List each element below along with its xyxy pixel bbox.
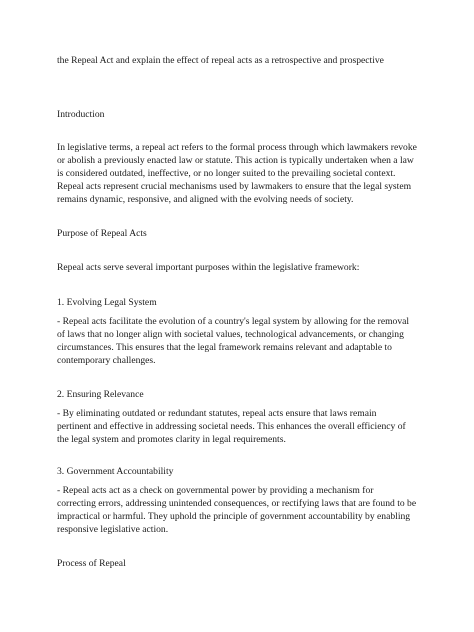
introduction-line: is considered outdated, ineffective, or no longer suited to the prevailing societal context. xyxy=(57,168,396,180)
item-3-line: impractical or harmful. They uphold the principle of government accountability by enabling xyxy=(57,511,411,523)
item-1-paragraph xyxy=(57,315,427,367)
item-1-heading: 1. Evolving Legal System xyxy=(57,297,157,308)
introduction-heading: Introduction xyxy=(57,109,105,120)
purpose-heading: Purpose of Repeal Acts xyxy=(57,228,147,239)
item-3-paragraph xyxy=(57,484,427,536)
item-2-heading: 2. Ensuring Relevance xyxy=(57,389,144,400)
header-line: the Repeal Act and explain the effect of repeal acts as a retrospective and prospective xyxy=(57,55,384,66)
item-3-line: correcting errors, addressing unintended consequences, or rectifying laws that are found to be xyxy=(57,498,417,510)
item-2-line: pertinent and effective in addressing societal needs. This enhances the overall efficiency of xyxy=(57,421,406,433)
item-3-heading: 3. Government Accountability xyxy=(57,466,174,477)
item-2-paragraph xyxy=(57,407,427,446)
introduction-paragraph xyxy=(57,141,427,206)
introduction-line: Repeal acts represent crucial mechanisms used by lawmakers to ensure that the legal system xyxy=(57,181,412,193)
item-1-line: contemporary challenges. xyxy=(57,355,156,367)
item-1-line: circumstances. This ensures that the legal framework remains relevant and adaptable to xyxy=(57,342,392,354)
introduction-line: remains dynamic, responsive, and aligned with the evolving needs of society. xyxy=(57,194,354,206)
item-2-line: - By eliminating outdated or redundant statutes, repeal acts ensure that laws remain xyxy=(57,408,377,419)
item-2-line: the legal system and promotes clarity in legal requirements. xyxy=(57,434,286,446)
item-3-line: - Repeal acts act as a check on governmental power by providing a mechanism for xyxy=(57,485,374,496)
item-1-line: - Repeal acts facilitate the evolution of a country's legal system by allowing for the removal xyxy=(57,316,410,327)
purpose-intro: Repeal acts serve several important purposes within the legislative framework: xyxy=(57,262,360,273)
item-1-line: of laws that no longer align with societal values, technological advancements, or changing xyxy=(57,329,404,341)
introduction-line: In legislative terms, a repeal act refers to the formal process through which lawmakers revoke xyxy=(57,142,417,153)
process-heading: Process of Repeal xyxy=(57,558,126,569)
introduction-line: or abolish a previously enacted law or statute. This action is typically undertaken when a law xyxy=(57,155,414,167)
item-3-line: responsive legislative action. xyxy=(57,524,169,536)
